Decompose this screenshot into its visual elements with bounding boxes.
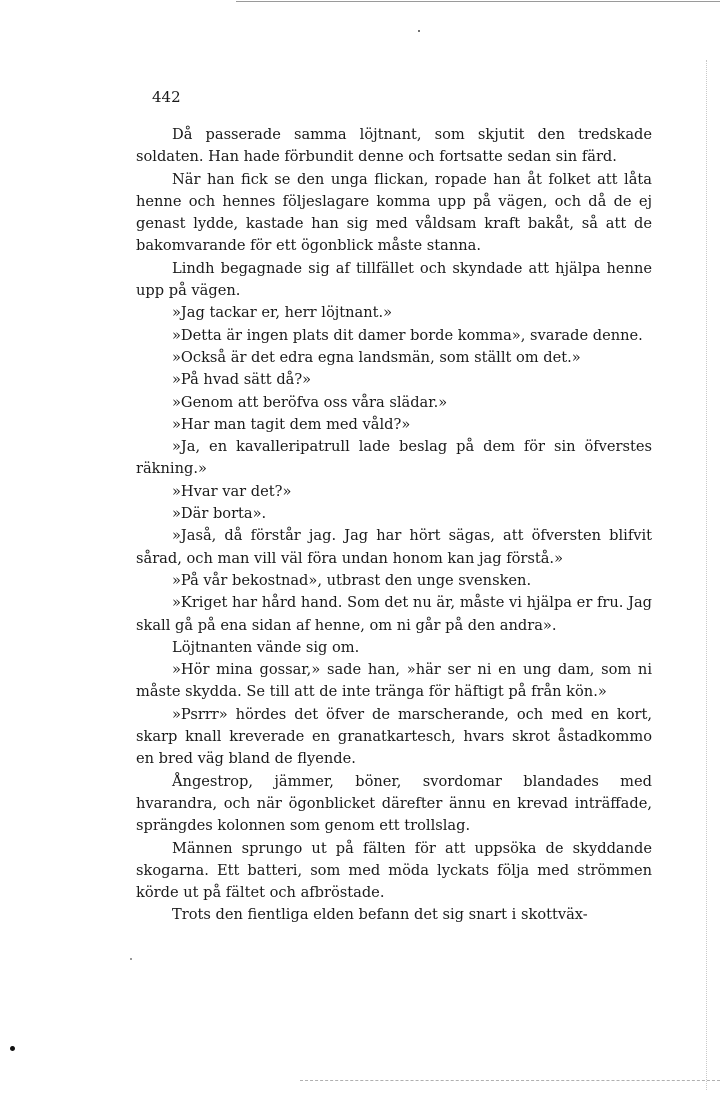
body-text	[136, 124, 652, 927]
paragraph: »Psrrr» hördes det öfver de marscherande, och med en kort, skarp knall kreverade en granatkartesch, hvars skrot åstadkommo en bred väg bland de flyende.	[136, 705, 652, 768]
paragraph: Ångestrop, jämmer, böner, svordomar blandades med hvarandra, och när ögonblicket därefter ännu en krevad inträffade, sprängdes kolonnen som genom ett trollslag.	[136, 772, 652, 835]
scan-speck	[10, 1046, 15, 1051]
paragraph: När han fick se den unga flickan, ropade han åt folket att låta henne och hennes följeslagare komma upp på vägen, och då de ej genast lydde, kastade han sig med våldsam kraft bakåt, så att de bakomvarande för ett ögonblick måste stanna.	[136, 170, 652, 255]
page-number: 442	[152, 88, 181, 106]
scan-edge-line-bottom	[300, 1080, 720, 1081]
paragraph: »Har man tagit dem med våld?»	[172, 415, 411, 433]
scan-speck	[130, 958, 132, 960]
paragraph: Männen sprungo ut på fälten för att uppsöka de skyddande skogarna. Ett batteri, som med möda lyckats följa med strömmen körde ut på fältet och afbröstade.	[136, 839, 652, 902]
scan-edge-line-right	[706, 60, 707, 1090]
paragraph: »Också är det edra egna landsmän, som ställt om det.»	[172, 348, 581, 366]
paragraph: »Jag tackar er, herr löjtnant.»	[172, 304, 393, 322]
paragraph: »Hör mina gossar,» sade han, »här ser ni en ung dam, som ni måste skydda. Se till att de inte tränga för häftigt på från kön.»	[136, 661, 652, 701]
paragraph: Löjtnanten vände sig om.	[172, 638, 360, 656]
paragraph: »På hvad sätt då?»	[172, 371, 312, 389]
paragraph: Lindh begagnade sig af tillfället och skyndade att hjälpa henne upp på vägen.	[136, 259, 652, 300]
paragraph: »På vår bekostnad», utbrast den unge svensken.	[172, 571, 532, 589]
scan-speck	[418, 30, 420, 32]
paragraph: »Ja, en kavalleripatrull lade beslag på dem för sin öfverstes räkning.»	[136, 438, 652, 478]
paragraph: »Genom att beröfva oss våra slädar.»	[172, 393, 448, 411]
paragraph: »Jaså, då förstår jag. Jag har hört sägas, att öfversten blifvit sårad, och man vill väl föra undan honom kan jag förstå.»	[136, 527, 652, 567]
paragraph: »Detta är ingen plats dit damer borde komma», svarade denne.	[172, 326, 643, 344]
paragraph: »Där borta».	[172, 505, 267, 523]
scan-edge-line-top	[236, 1, 720, 2]
paragraph: Då passerade samma löjtnant, som skjutit den tredskade soldaten. Han hade förbundit denne och fortsatte sedan sin färd.	[136, 126, 652, 166]
paragraph: Trots den fientliga elden befann det sig snart i skottväx-	[172, 906, 588, 924]
paragraph: »Kriget har hård hand. Som det nu är, måste vi hjälpa er fru. Jag skall gå på ena sidan af henne, om ni går på den andra».	[136, 594, 652, 634]
paragraph: »Hvar var det?»	[172, 482, 292, 500]
